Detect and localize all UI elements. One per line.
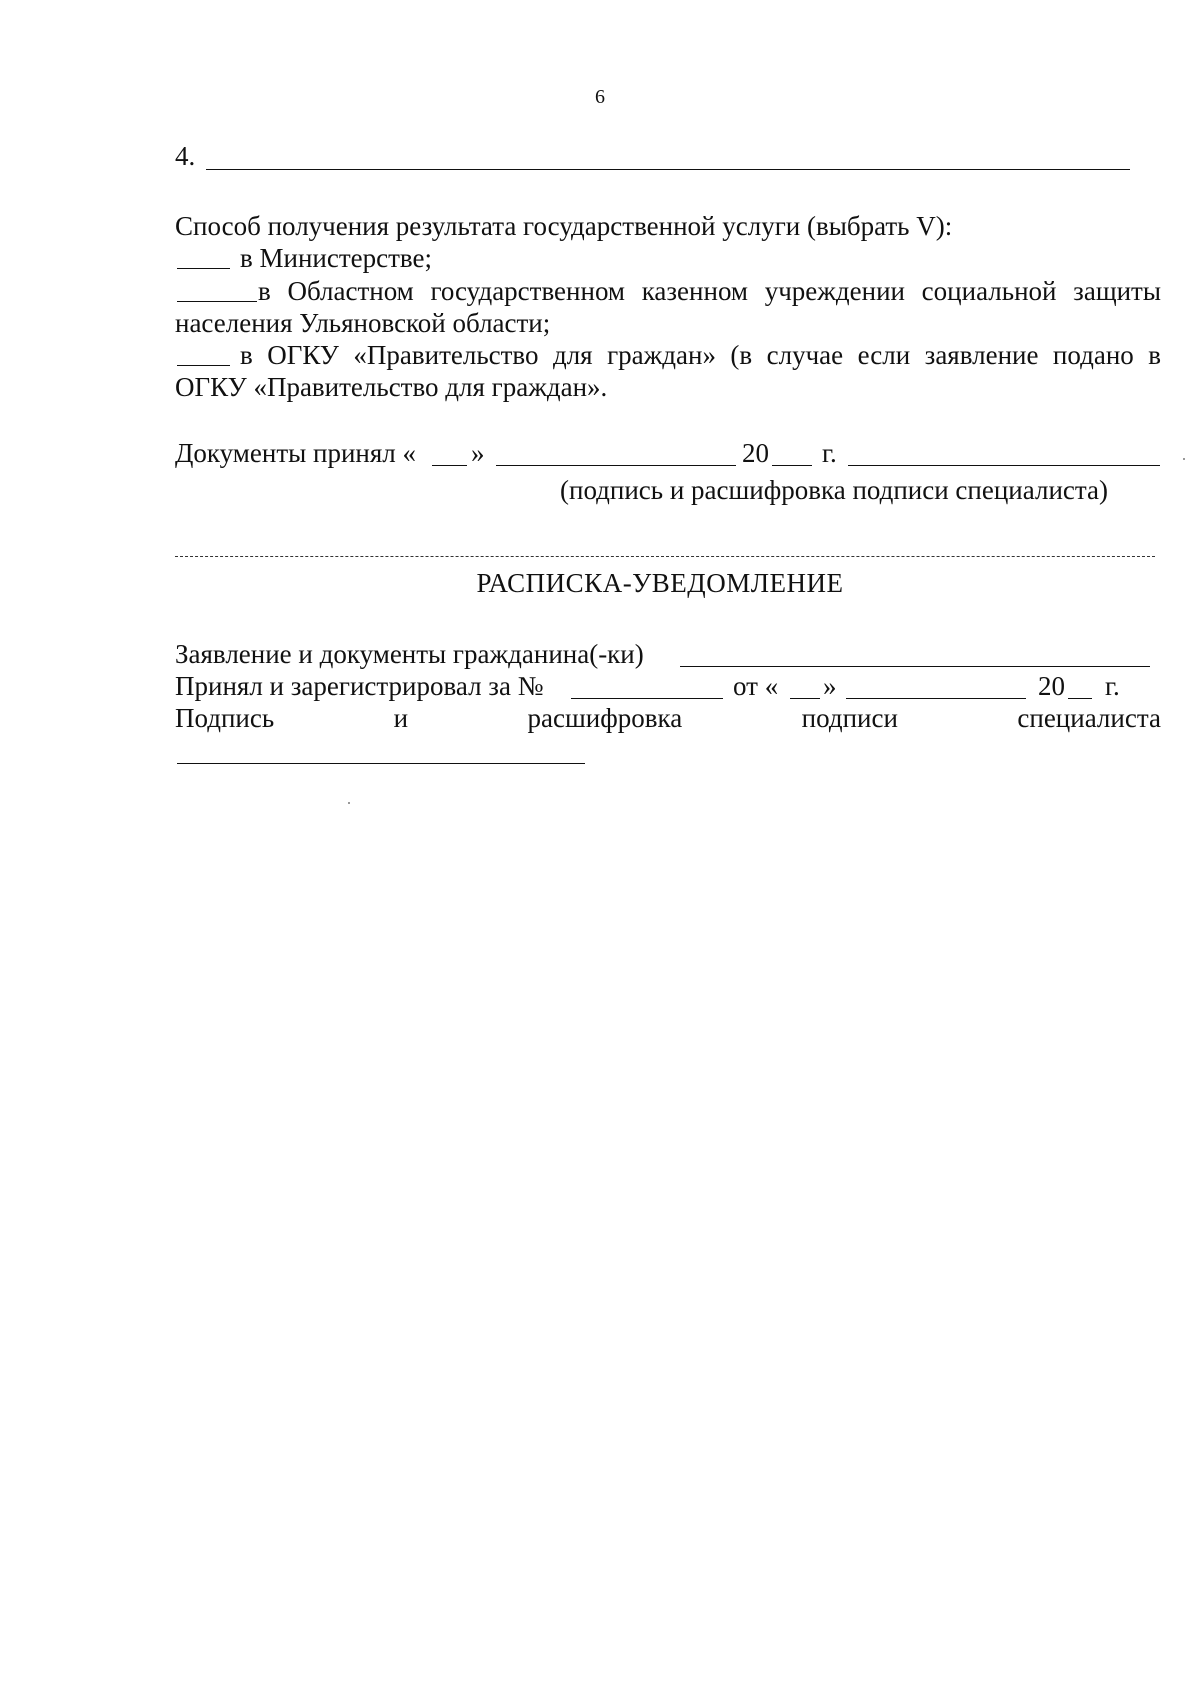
option-2-checkbox-line bbox=[177, 301, 257, 302]
item-number: 4. bbox=[175, 141, 196, 171]
cut-line bbox=[175, 556, 1155, 557]
accepted-signature-caption: (подпись и расшифровка подписи специалиста) bbox=[560, 475, 1108, 505]
option-1-checkbox-line bbox=[177, 268, 230, 269]
registration-number-blank bbox=[571, 698, 723, 699]
signature-word: подписи bbox=[801, 703, 898, 733]
accepted-quote-close: » bbox=[471, 438, 485, 468]
accepted-month-blank bbox=[496, 465, 736, 466]
page-number: 6 bbox=[595, 86, 605, 108]
citizen-name-blank bbox=[680, 666, 1150, 667]
signature-word: Подпись bbox=[175, 703, 275, 733]
option-2-label-continued: населения Ульяновской области; bbox=[175, 308, 551, 338]
accepted-year-suffix: г. bbox=[822, 438, 837, 468]
option-3-label: в ОГКУ «Правительство для граждан» (в случае если заявление подано в bbox=[240, 340, 1161, 370]
receipt-title: РАСПИСКА-УВЕДОМЛЕНИЕ bbox=[476, 568, 844, 598]
registration-year-suffix: г. bbox=[1105, 671, 1120, 701]
signature-word: расшифровка bbox=[527, 703, 683, 733]
scan-speck bbox=[348, 802, 350, 804]
accepted-prefix: Документы принял « bbox=[175, 438, 416, 468]
option-2-label: в Областном государственном казенном учреждении социальной защиты bbox=[258, 276, 1161, 306]
option-3-checkbox-line bbox=[177, 365, 230, 366]
accepted-year-blank bbox=[772, 465, 812, 466]
option-3-label-continued: ОГКУ «Правительство для граждан». bbox=[175, 372, 608, 402]
item-4-blank-line bbox=[206, 169, 1130, 170]
registration-day-blank bbox=[790, 698, 820, 699]
registration-year-prefix: 20 bbox=[1038, 671, 1065, 701]
accepted-day-blank bbox=[432, 465, 467, 466]
scan-speck bbox=[1183, 458, 1185, 460]
signature-word: и bbox=[393, 703, 409, 733]
accepted-signature-blank bbox=[848, 465, 1160, 466]
receipt-signature-blank bbox=[177, 763, 585, 764]
registered-label: Принял и зарегистрировал за № bbox=[175, 671, 544, 701]
registration-quote-close: » bbox=[823, 671, 837, 701]
signature-word: специалиста bbox=[1017, 703, 1161, 733]
option-1-label: в Министерстве; bbox=[240, 243, 432, 273]
accepted-year-prefix: 20 bbox=[742, 438, 769, 468]
citizen-label: Заявление и документы гражданина(-ки) bbox=[175, 639, 644, 669]
registration-month-blank bbox=[846, 698, 1026, 699]
delivery-heading: Способ получения результата государственной услуги (выбрать V): bbox=[175, 211, 953, 241]
registration-year-blank bbox=[1068, 698, 1092, 699]
receipt-signature-row bbox=[175, 702, 1161, 734]
from-label: от « bbox=[733, 671, 779, 701]
